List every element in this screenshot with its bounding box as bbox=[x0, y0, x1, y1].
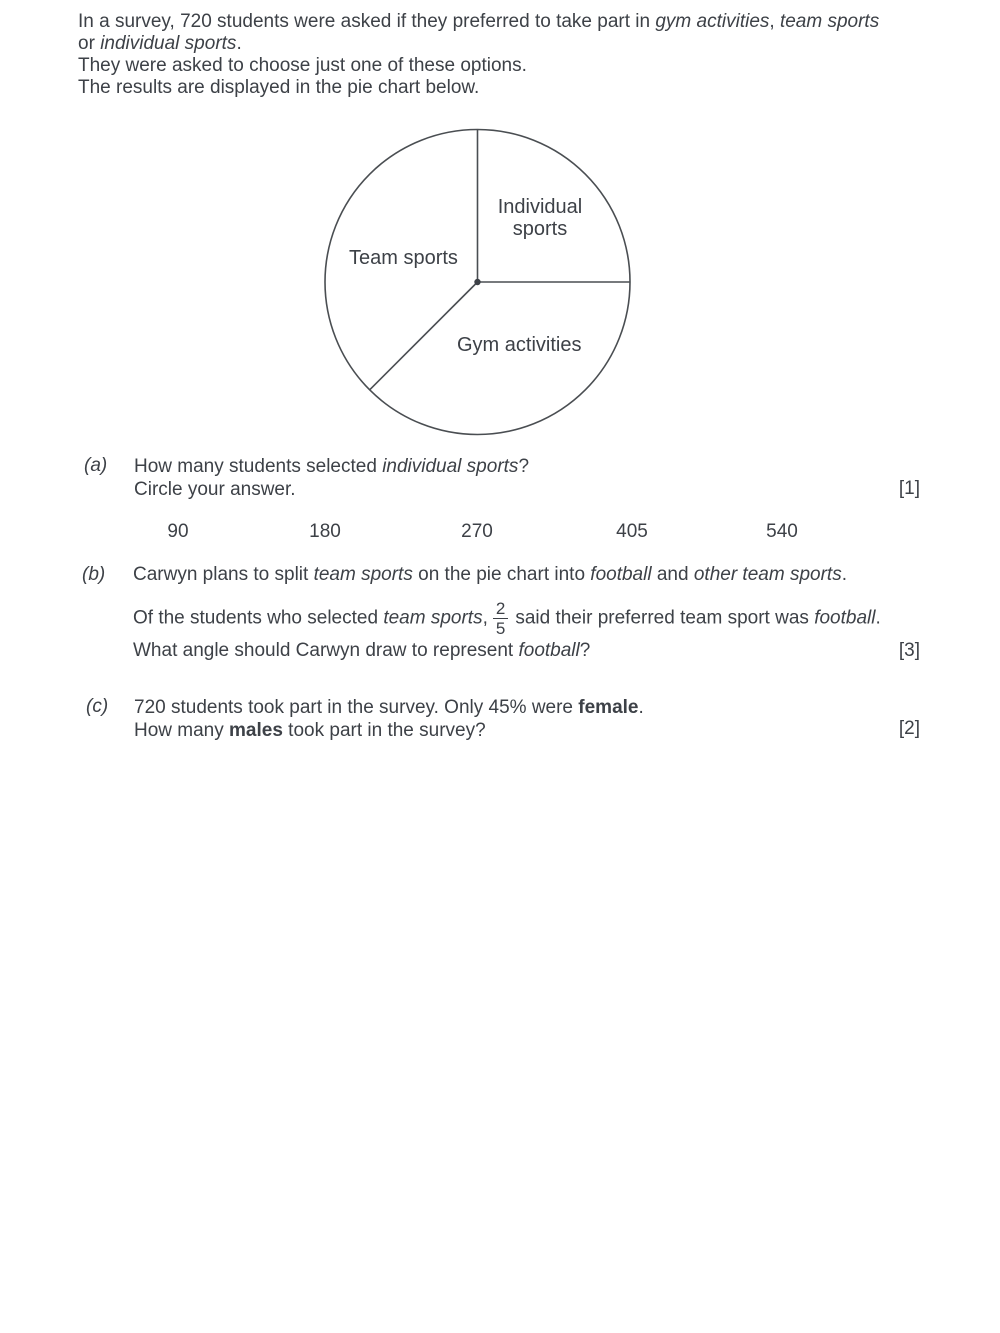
pie-label-individual-line1: Individual bbox=[497, 196, 583, 218]
part-c-text: How many bbox=[134, 720, 230, 741]
part-b-text: . bbox=[841, 564, 847, 585]
intro-line-2 bbox=[78, 33, 948, 55]
part-b-line-3 bbox=[133, 640, 833, 662]
part-a-instruction: Circle your answer. bbox=[134, 479, 296, 500]
part-c-text: . bbox=[638, 697, 644, 718]
part-b-italic-football: football bbox=[518, 640, 580, 661]
answer-choice: 270 bbox=[461, 521, 493, 542]
part-b-italic-team-sports: team sports bbox=[383, 607, 483, 629]
pie-chart-figure bbox=[320, 124, 636, 441]
part-c-bold-female: female bbox=[578, 697, 639, 718]
part-c-line-2 bbox=[134, 719, 884, 742]
pie-label-individual-sports bbox=[470, 196, 610, 240]
fraction-denominator: 5 bbox=[493, 618, 508, 638]
marks-badge-a: [1] bbox=[898, 478, 920, 499]
pie-label-gym-activities: Gym activities bbox=[457, 334, 582, 356]
part-a-question bbox=[134, 455, 834, 501]
part-a-marker: (a) bbox=[84, 455, 108, 476]
part-a-text: How many students selected bbox=[134, 456, 383, 477]
pie-chart bbox=[320, 124, 636, 441]
intro-line-4: The results are displayed in the pie chart below. bbox=[78, 77, 480, 98]
part-b-marker: (b) bbox=[82, 564, 106, 585]
part-b-italic-football: football bbox=[814, 607, 876, 629]
answer-choice: 90 bbox=[167, 521, 189, 542]
intro-text: , bbox=[769, 11, 780, 32]
intro-option-individual: individual sports bbox=[100, 33, 237, 54]
marks-badge-c: [2] bbox=[898, 718, 920, 739]
part-b-italic-football: football bbox=[590, 564, 652, 585]
part-a-italic-individual-sports: individual sports bbox=[382, 456, 519, 477]
part-b-line-1 bbox=[133, 564, 933, 586]
fraction-two-fifths bbox=[493, 599, 508, 638]
part-b-text: What angle should Carwyn draw to represent bbox=[133, 640, 519, 661]
part-c-text: took part in the survey? bbox=[282, 720, 486, 741]
part-b-text: and bbox=[651, 564, 694, 585]
answer-choice: 180 bbox=[309, 521, 341, 542]
part-b-text: , bbox=[482, 607, 488, 629]
marks-badge-b: [3] bbox=[898, 640, 920, 661]
part-c-marker: (c) bbox=[86, 696, 109, 717]
part-c-text: 720 students took part in the survey. Only 45% were bbox=[134, 697, 579, 718]
part-a-text: ? bbox=[518, 456, 530, 477]
intro-line-1 bbox=[78, 11, 948, 33]
fraction-numerator: 2 bbox=[495, 599, 506, 618]
intro-option-team: team sports bbox=[779, 11, 880, 32]
part-b-italic-team-sports: team sports bbox=[313, 564, 413, 585]
part-b-text: said their preferred team sport was bbox=[515, 607, 815, 629]
pie-center-dot bbox=[474, 279, 480, 285]
part-a-line-1 bbox=[134, 455, 834, 478]
part-b-text: ? bbox=[579, 640, 591, 661]
part-b-text: on the pie chart into bbox=[412, 564, 591, 585]
intro-text: or bbox=[78, 33, 101, 54]
intro-line-3: They were asked to choose just one of these options. bbox=[78, 55, 527, 76]
part-c-line-1 bbox=[134, 696, 884, 719]
intro-text: In a survey, 720 students were asked if they preferred to take part in bbox=[78, 11, 656, 32]
answer-choice: 405 bbox=[616, 521, 648, 542]
intro-text: . bbox=[236, 33, 242, 54]
question-intro bbox=[78, 11, 948, 99]
part-c-bold-males: males bbox=[229, 720, 283, 741]
part-b-text: . bbox=[875, 607, 881, 629]
part-b-italic-other-team-sports: other team sports bbox=[693, 564, 842, 585]
intro-option-gym: gym activities bbox=[655, 11, 770, 32]
part-b-line-2 bbox=[133, 599, 963, 638]
answer-choice-row bbox=[0, 521, 1000, 545]
part-b-text: Of the students who selected bbox=[133, 607, 384, 629]
part-c-question bbox=[134, 696, 884, 742]
answer-choice: 540 bbox=[766, 521, 798, 542]
pie-label-individual-line2: sports bbox=[512, 218, 568, 240]
part-b-text: Carwyn plans to split bbox=[133, 564, 314, 585]
pie-label-team-sports: Team sports bbox=[349, 247, 458, 269]
